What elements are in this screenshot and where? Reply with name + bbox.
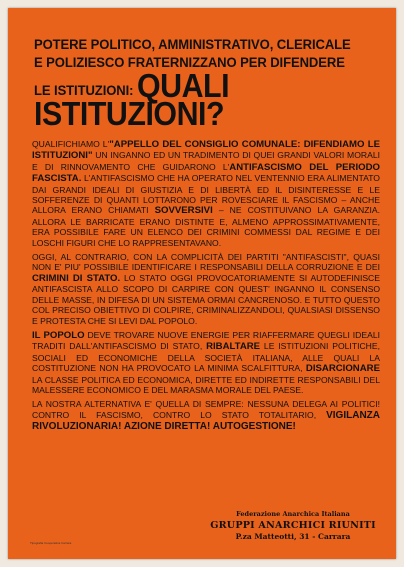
paragraph-2 bbox=[32, 252, 380, 326]
bold-run: IL POPOLO bbox=[32, 329, 85, 341]
text-run: LA NOSTRA ALTERNATIVA E' QUELLA DI SEMPRE: NESSUNA DELEGA AI POLITICI! CONTRO IL FASCISMO, CONTRO LO STATO TOTALITARIO, bbox=[32, 399, 380, 420]
text-run: LE ISTITUZIONI POLITICHE, SOCIALI ED ECONOMICHE DELLA SOCIETÀ ITALIANA, ALLE QUALI LA COSTITUZIONE NON HA PROVOCATO LA MINIMA SCALFITTURA, bbox=[32, 341, 380, 374]
headline bbox=[34, 36, 351, 132]
headline-big-question: QUALI ISTITUZIONI? bbox=[34, 67, 230, 132]
printer-credit: Tipografia Cooperativa Carrara bbox=[30, 541, 72, 545]
text-run: OGGI, AL CONTRARIO, CON LA COMPLICITÀ DEI PARTITI "ANTIFASCISTI", QUASI NON E' PIU' POSSIBILE IDENTIFICARE I RESPONSABILI DELLA CORRUZIONE E DEI bbox=[32, 252, 380, 273]
body-text bbox=[32, 139, 380, 437]
text-run: LA CLASSE POLITICA ED ECONOMICA, DIRETTE ED INDIRETTE RESPONSABILI DEL MALESSERE ECONOMICO E DEL MARASMA MORALE DEL PAESE. bbox=[32, 374, 380, 395]
federation-name: Federazione Anarchica Italiana bbox=[236, 510, 350, 518]
paragraph-4 bbox=[32, 399, 380, 432]
signature-block bbox=[198, 510, 388, 542]
bold-run: CRIMINI DI STATO. bbox=[32, 272, 121, 284]
bold-run: "APPELLO DEL CONSIGLIO COMUNALE: DIFENDIAMO LE ISTITUZIONI" bbox=[32, 139, 380, 162]
bold-run: VIGILANZA RIVOLUZIONARIA! AZIONE DIRETTA! AUTOGESTIONE! bbox=[32, 409, 380, 433]
poster bbox=[8, 8, 396, 559]
text-run: QUALIFICHIAMO L' bbox=[32, 139, 110, 149]
text-run: LO STATO OGGI PROVOCATORIAMENTE SI AUTODEFINISCE ANTIFASCISTA ALLO SCOPO DI CARPIRE CON QUEST' INGANNO IL CONSENSO DELLE MASSE, IN DIFESA DI UN SISTEMA ORMAI CANCRENOSO. E TUTTO QUESTO COL PRECISO OBIETTIVO DI COLPIRE, CRIMINALIZZANDOLI, QUALSIASI DISSENSO E PROTESTA CHE SI LEVI DAL POPOLO. bbox=[32, 272, 380, 326]
headline-text: POTERE POLITICO, AMMINISTRATIVO, CLERICALE E POLIZIESCO FRATERNIZZANO PER DIFENDERE LE ISTITUZIONI: bbox=[34, 37, 351, 99]
group-address: P.za Matteotti, 31 - Carrara bbox=[235, 532, 351, 541]
bold-run: SOVVERSIVI bbox=[154, 205, 213, 217]
text-run: DEVE TROVARE NUOVE ENERGIE PER RIAFFERMARE QUEGLI IDEALI TRADITI DALL'ANTIFASCISMO DI STATO, bbox=[32, 329, 380, 352]
bold-run: RIBALTARE bbox=[206, 341, 261, 353]
bold-run: ANTIFASCISMO DEL PERIODO FASCISTA. bbox=[32, 161, 381, 185]
text-run: L'ANTIFASCISMO CHE HA OPERATO NEL VENTENNIO ERA ALIMENTATO DAI GRANDI IDEALI DI GIUSTIZIA E DI LIBERTÀ ED IL DISINTERESSE E LE SOFFERENZE DI QUANTI LOTTARONO PER ROVESCIARE IL FASCISMO – ANCHE ALLORA ERANO CHIAMATI bbox=[32, 173, 380, 216]
paragraph-1 bbox=[32, 139, 380, 248]
group-name: GRUPPI ANARCHICI RIUNITI bbox=[210, 520, 376, 531]
text-run: UN INGANNO ED UN TRADIMENTO DI QUEI GRANDI VALORI MORALI E DI RINNOVAMENTO CHE GUIDARONO L' bbox=[32, 150, 380, 172]
bold-run: DISARCIONARE bbox=[305, 363, 380, 375]
text-run: – NE COSTITUIVANO LA GARANZIA. ALLORA LE BARRICATE ERANO DISTINTE E, ALMENO APPROSSIMATIVAMENTE, ERA POSSIBILE FARE UN ELENCO DEI CRIMINI COMMESSI DAL REGIME E DEI LOSCHI FIGURI CHE LO RAPPRESENTAVANO. bbox=[32, 205, 380, 248]
paragraph-3 bbox=[32, 330, 380, 395]
